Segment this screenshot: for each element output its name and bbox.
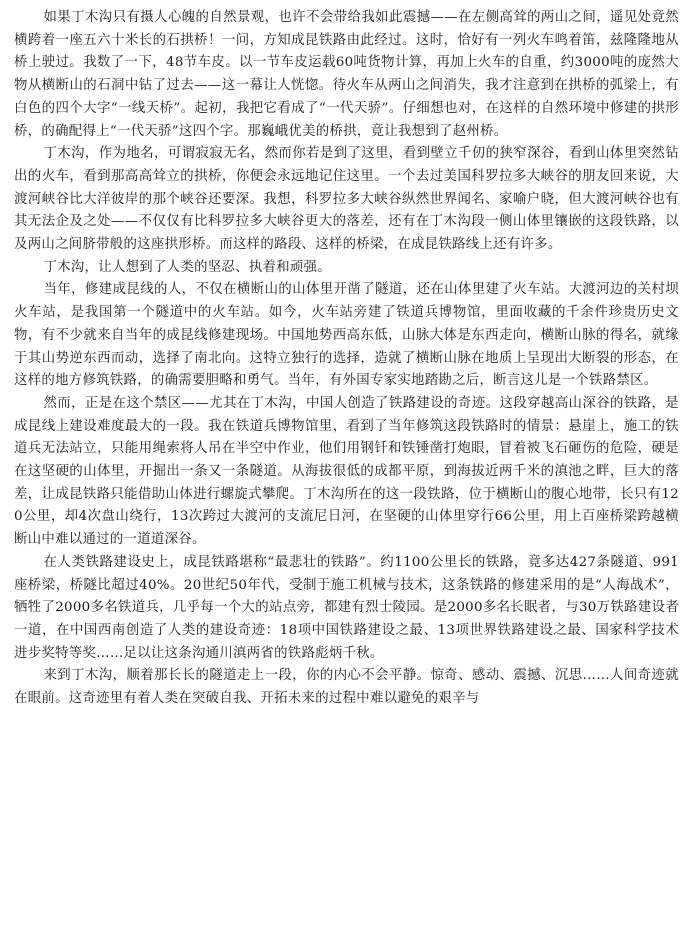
paragraph-3: 丁木沟，让人想到了人类的坚忍、执着和顽强。 [43, 259, 331, 275]
paragraph-7: 来到丁木沟，顺着那长长的隧道走上一段，你的内心不会平静。惊奇、感动、震撼、沉思……人间奇迹就在眼前。这奇迹里有着人类在突破自我、开拓未来的过程中难以避免的艰辛与 [14, 668, 679, 707]
paragraph-5: 然而，正是在这个禁区——尤其在丁木沟，中国人创造了铁路建设的奇迹。这段穿越高山深谷的铁路，是成昆线上建设难度最大的一段。我在铁道兵博物馆里，看到了当年修筑这段铁路时的情景：悬崖上，施工的铁道兵无法站立，只能用绳索将人吊在半空中作业，他们用钢钎和铁锤凿打炮眼，冒着被飞石砸伤的危险，硬是在这坚硬的山体里，开掘出一条又一条隧道。从海拔很低的成都平原，到海拔近两千米的滇池之畔，巨大的落差，让成昆铁路只能借助山体进行螺旋式攀爬。丁木沟所在的这一段铁路，位于横断山的腹心地带，长只有120公里，却4次盘山绕行，13次跨过大渡河的支流尼日河，在坚硬的山体里穿行66公里，用上百座桥梁跨越横断山中难以通过的一道道深谷。 [14, 395, 679, 548]
paragraph-1: 如果丁木沟只有摄人心魄的自然景观，也许不会带给我如此震撼——在左侧高耸的两山之间，遥见处竟然横跨着一座五六十米长的石拱桥！一问，方知成昆铁路由此经过。这时，恰好有一列火车鸣着笛，兹隆隆地从桥上驶过。我数了一下，48节车皮。以一节车皮运载60吨货物计算，再加上火车的自重，约3000吨的庞然大物从横断山的石洞中钻了过去——这一幕让人恍惚。待火车从两山之间消失，我才注意到在拱桥的弧梁上，有白色的四个大字“一线天桥”。起初，我把它看成了“一代天骄”。仔细想也对，在这样的自然环境中修建的拱形桥，的确配得上“一代天骄”这四个字。那巍峨优美的桥拱，竟让我想到了赵州桥。 [14, 10, 679, 139]
paragraph-6: 在人类铁路建设史上，成昆铁路堪称“最悲壮的铁路”。约1100公里长的铁路，竟多达427条隧道、991座桥梁，桥隧比超过40%。20世纪50年代，受制于施工机械与技术，这条铁路的修建采用的是“人海战术”，牺牲了2000多名铁道兵，几乎每一个大的站点旁，都建有烈士陵园。是2000多名长眠者，与30万铁路建设者一道，在中国西南创造了人类的建设奇迹：18项中国铁路建设之最、13项世界铁路建设之最、国家科学技术进步奖特等奖……足以让这条沟通川滇两省的铁路彪炳千秋。 [14, 554, 679, 661]
paragraph-2: 丁木沟，作为地名，可谓寂寂无名，然而你若是到了这里，看到壁立千仞的狭窄深谷，看到山体里突然钻出的火车，看到那高高耸立的拱桥，你便会永远地记住这里。一个去过美国科罗拉多大峡谷的朋友回来说，大渡河峡谷比大洋彼岸的那个峡谷还要深。我想，科罗拉多大峡谷纵然世界闻名、家喻户晓，但大渡河峡谷也有其无法企及之处——不仅仅有比科罗拉多大峡谷更大的落差，还有在丁木沟段一侧山体里镶嵌的这段铁路，以及两山之间脐带般的这座拱形桥。而这样的路段、这样的桥梁，在成昆铁路线上还有许多。 [14, 146, 679, 253]
paragraph-4: 当年，修建成昆线的人，不仅在横断山的山体里开凿了隧道，还在山体里建了火车站。大渡河边的关村坝火车站，是我国第一个隧道中的火车站。如今，火车站旁建了铁道兵博物馆，里面收藏的千余件珍贵历史文物，有不少就来自当年的成昆线修建现场。中国地势西高东低，山脉大体是东西走向，横断山脉的得名，就缘于其山势逆东西而动，选择了南北向。这特立独行的选择，造就了横断山脉在地质上呈现出大断裂的形态，在这样的地方修筑铁路，的确需要胆略和勇气。当年，有外国专家实地踏勘之后，断言这儿是一个铁路禁区。 [14, 282, 679, 389]
